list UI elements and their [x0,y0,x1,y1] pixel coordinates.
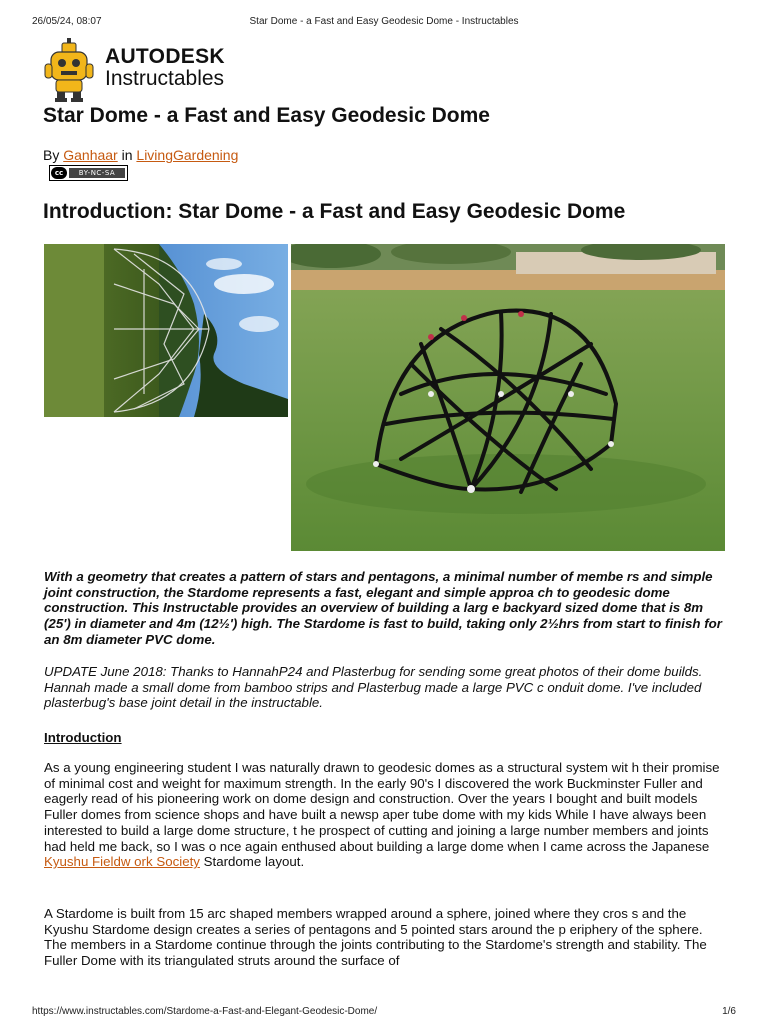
print-page-number: 1/6 [722,1006,736,1017]
print-page-title: Star Dome - a Fast and Easy Geodesic Dome - Instructables [249,16,519,27]
license-badge[interactable] [49,165,128,181]
print-url: https://www.instructables.com/Stardome-a-Fast-and-Elegant-Geodesic-Dome/ [32,1006,378,1017]
license-label: BY-NC-SA [69,168,125,178]
kyushu-link[interactable]: Kyushu Fieldw ork Society [44,854,200,870]
update-paragraph: UPDATE June 2018: Thanks to HannahP24 and Plasterbug for sending some great photos of their dome builds. Hannah made a small dome from bamboo strips and Plasterbug made a large PVC c onduit dome. I've included plasterbug's base joint detail in the instructable. [44,664,703,711]
article-title: Star Dome - a Fast and Easy Geodesic Dome [43,104,490,127]
print-datetime: 26/05/24, 08:07 [32,16,102,27]
logo-instructables: Instructables [105,67,225,90]
byline [43,147,238,163]
intro-text-after: Stardome layout. [199,854,305,870]
by-prefix: By [43,147,64,163]
author-link[interactable]: Ganhaar [63,147,118,163]
intro-paragraph [44,760,726,870]
in-text: in [117,147,137,163]
creative-commons-icon: cc [51,167,67,179]
logo-autodesk: AUTODESK [105,45,225,68]
intro-heading: Introduction: Star Dome - a Fast and Easy Geodesic Dome [43,200,626,223]
robot-mascot-icon [43,38,95,102]
section-heading-introduction: Introduction [44,730,122,745]
summary-paragraph: With a geometry that creates a pattern of stars and pentagons, a minimal number of membe rs and simple joint construction, the Stardome represents a fast, elegant and simple approa ch to geodesic dome construction. This Instructable provides an overview of building a larg e backyard sized dome that is 8m (25') in diameter and 4m (12½') high. The Stardome is fast to build, taking only 2½hrs from start to finish for an 8m diameter PVC dome. [44,569,722,647]
dome-photo-rotated[interactable] [44,244,288,417]
category-link[interactable]: LivingGardening [136,147,239,163]
dome-photo-main[interactable] [291,244,725,551]
intro-text-before: As a young engineering student I was naturally drawn to geodesic domes as a structural system wit h their promise of minimal cost and weight for maximum strength. In the early 90's I discovered the work Buckminster Fuller and eagerly read of his pioneering work on dome design and construction. Over the years I bought and built models Fuller domes from science shops and have built a newsp aper tube dome with my kids While I have always been interested to build a large dome structure, t he prospect of cutting and joining a large number members and joints had held me back, so I was o nce again enthused about building a large dome when I came across the Japanese [44,760,720,854]
stardome-paragraph: A Stardome is built from 15 arc shaped members wrapped around a sphere, joined where they cros s and the Kyushu Stardome design creates a series of pentagons and 5 pointed stars around the p eriphery of the sphere. The members in a Stardome continue through the joints contributing to the Stardome's strength and stability. The Fuller Dome with its triangulated struts around the surface of [44,906,707,969]
